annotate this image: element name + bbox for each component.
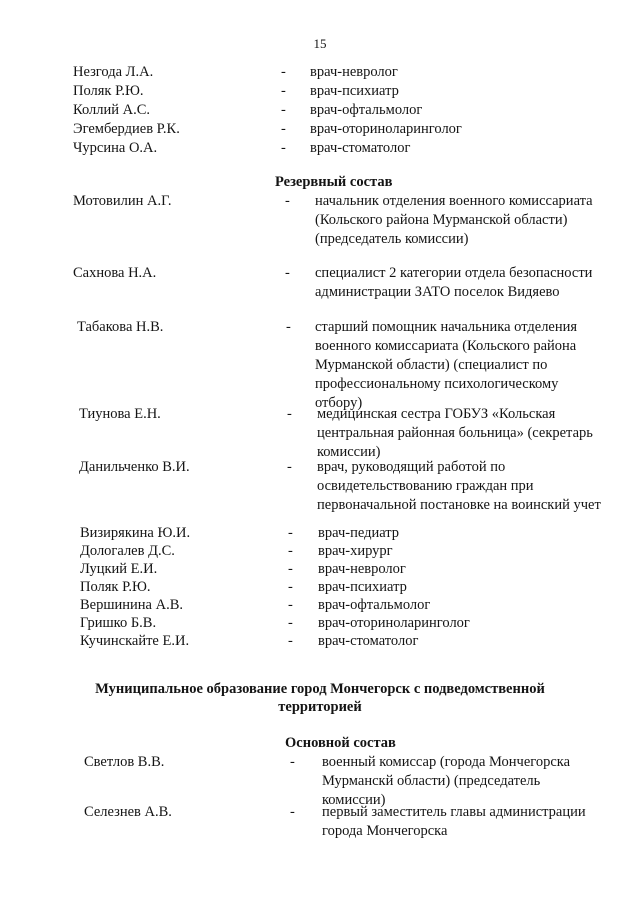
- member-name: Данильченко В.И.: [79, 459, 190, 475]
- member-role: врач, руководящий работой по освидетельствованию граждан при первоначальной постановке на воинский учет: [317, 459, 601, 513]
- dash: -: [285, 193, 290, 209]
- member-role: первый заместитель главы администрации города Мончегорска: [322, 804, 586, 839]
- dash: -: [281, 102, 286, 118]
- member-role: начальник отделения военного комиссариата (Кольского района Мурманской области) (председатель комиссии): [315, 193, 593, 247]
- member-name: Поляк Р.Ю.: [80, 579, 151, 595]
- member-role: врач-стоматолог: [318, 633, 419, 649]
- dash: -: [288, 597, 293, 613]
- dash: -: [288, 615, 293, 631]
- member-role: врач-оториноларинголог: [318, 615, 470, 631]
- dash: -: [281, 121, 286, 137]
- member-name: Поляк Р.Ю.: [73, 83, 144, 99]
- main-composition-heading: Основной состав: [285, 735, 396, 751]
- member-name: Мотовилин А.Г.: [73, 193, 172, 209]
- member-role: врач-невролог: [310, 64, 398, 80]
- municipality-heading-continued: территорией: [278, 699, 362, 715]
- member-role: старший помощник начальника отделения военного комиссариата (Кольского района Мурманской области) (специалист по профессиональному психологическому отбору): [315, 319, 578, 411]
- dash: -: [285, 265, 290, 281]
- reserve-heading: Резервный состав: [275, 174, 393, 190]
- member-role: врач-стоматолог: [310, 140, 411, 156]
- member-role: врач-психиатр: [310, 83, 399, 99]
- member-role: врач-психиатр: [318, 579, 407, 595]
- member-role: врач-невролог: [318, 561, 406, 577]
- dash: -: [288, 579, 293, 595]
- member-name: Незгода Л.А.: [73, 64, 154, 80]
- member-name: Эгембердиев Р.К.: [73, 121, 180, 137]
- member-name: Луцкий Е.И.: [80, 561, 158, 577]
- dash: -: [290, 804, 295, 820]
- member-name: Дологалев Д.С.: [80, 543, 175, 559]
- member-role: врач-педиатр: [318, 525, 400, 541]
- member-name: Вершинина А.В.: [80, 597, 184, 613]
- member-role: врач-хирург: [318, 543, 393, 559]
- municipality-heading: Муниципальное образование город Мончегорск с подведомственной: [95, 681, 545, 697]
- dash: -: [287, 406, 292, 422]
- member-name: Сахнова Н.А.: [73, 265, 157, 281]
- member-role: специалист 2 категории отдела безопасности администрации ЗАТО поселок Видяево: [315, 265, 593, 300]
- dash: -: [281, 140, 286, 156]
- member-role: врач-оториноларинголог: [310, 121, 462, 137]
- dash: -: [286, 319, 291, 335]
- member-name: Табакова Н.В.: [77, 319, 164, 335]
- dash: -: [287, 459, 292, 475]
- member-name: Селезнев А.В.: [84, 804, 172, 820]
- member-name: Чурсина О.А.: [73, 140, 158, 156]
- member-role: медицинская сестра ГОБУЗ «Кольская центральная районная больница» (секретарь комиссии): [317, 406, 593, 460]
- member-name: Гришко Б.В.: [80, 615, 157, 631]
- dash: -: [281, 83, 286, 99]
- member-role: врач-офтальмолог: [310, 102, 423, 118]
- dash: -: [288, 633, 293, 649]
- page-number: 15: [313, 36, 327, 51]
- member-role: врач-офтальмолог: [318, 597, 431, 613]
- member-name: Тиунова Е.Н.: [79, 406, 161, 422]
- member-name: Кучинскайте Е.И.: [80, 633, 190, 649]
- member-name: Визирякина Ю.И.: [80, 525, 191, 541]
- member-name: Светлов В.В.: [84, 754, 165, 770]
- member-name: Коллий А.С.: [73, 102, 151, 118]
- member-role: военный комиссар (города Мончегорска Мурманскй области) (председатель комиссии): [322, 754, 571, 808]
- dash: -: [288, 561, 293, 577]
- dash: -: [288, 543, 293, 559]
- dash: -: [281, 64, 286, 80]
- dash: -: [288, 525, 293, 541]
- dash: -: [290, 754, 295, 770]
